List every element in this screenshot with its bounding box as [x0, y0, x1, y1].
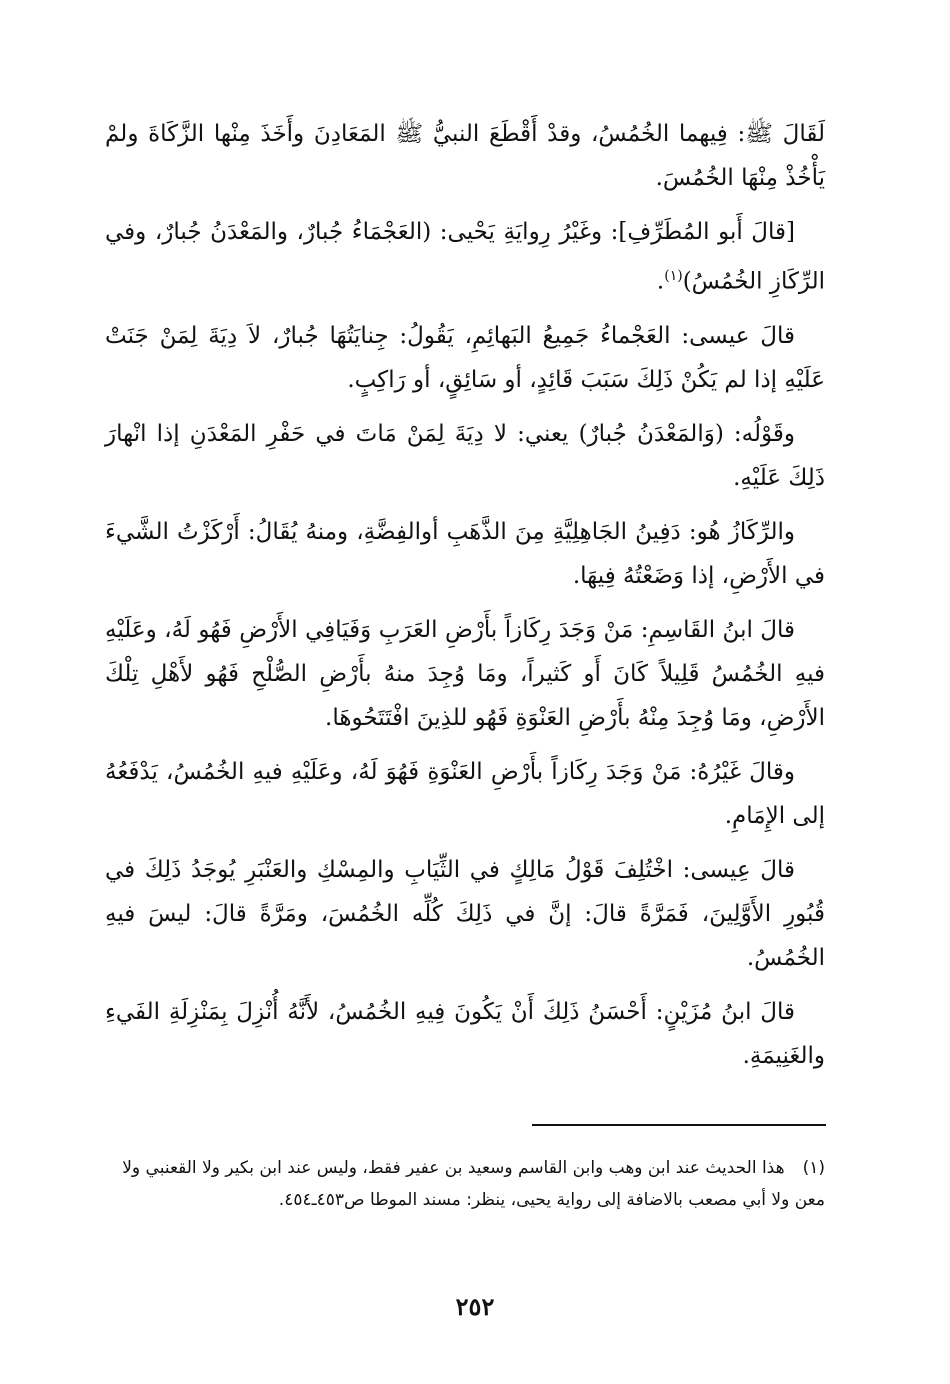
- paragraph-9: قالَ ابنُ مُزَيْنٍ: أَحْسَنُ ذَلِكَ أَنْ يَكُونَ فِيهِ الخُمُسُ، لأَنَّهُ أُنْزِلَ بِمَنْزِلَةِ الفَيءِ والغَنِيمَةِ.: [105, 998, 825, 1069]
- footnotes: [105, 1152, 825, 1216]
- page-number: ٢٥٢: [455, 1292, 495, 1321]
- paragraph-3: قالَ عيسى: العَجْماءُ جَمِيعُ البَهائِمِ، يَقُولُ: جِنايَتُهَا جُبارٌ، لاَ دِيَةَ لِمَنْ جَنَتْ عَلَيْهِ إذا لم يَكُنْ ذَلِكَ سَبَبَ قَائِدٍ، أو سَائِقٍ، أو رَاكِبٍ.: [105, 322, 825, 393]
- paragraph-8: قالَ عِيسى: اخْتُلِفَ قَوْلُ مَالِكٍ في الثِّيَابِ والمِسْكِ والعَنْبَرِ يُوجَدُ ذَلِكَ في قُبُورِ الأَوَّلِينَ، فَمَرَّةً قالَ: إنَّ في ذَلِكَ كُلِّه الخُمُسَ، ومَرَّةً قالَ: ليسَ فيهِ الخُمُسُ.: [105, 856, 825, 971]
- paragraph-1: لَقَالَ ﷺ: فِيهما الخُمُسُ، وقدْ أَقْطَعَ النبيُّ ﷺ المَعَادِنَ وأَخَذَ مِنْها الزَّكَاةَ ولمْ يَأْخُذْ مِنْهَا الخُمُسَ.: [105, 121, 825, 191]
- footnote-text: هذا الحديث عند ابن وهب وابن القاسم وسعيد بن عفير فقط، وليس عند ابن بكير ولا القعنبي ولا معن ولا أبي مصعب بالاضافة إلى رواية يحيى، ينظر: مسند الموطا ص٤٥٣ـ٤٥٤.: [122, 1158, 825, 1210]
- paragraph-5: والرِّكَازُ هُو: دَفِينُ الجَاهِلِيَّةِ مِنَ الذَّهَبِ أوالفِضَّةِ، ومنهُ يُقَالُ: أَرْكَزْتُ الشَّيءَ في الأَرْضِ، إذا وَضَعْتُهُ فِيهَا.: [105, 518, 825, 589]
- paragraph-4: وقَوْلُه: (وَالمَعْدَنُ جُبارٌ) يعني: لا دِيَةَ لِمَنْ مَاتَ في حَفْرِ المَعْدَنِ إذا انْهارَ ذَلِكَ عَلَيْهِ.: [105, 420, 825, 491]
- paragraph-2: [105, 210, 825, 304]
- footnote-mark: (١): [802, 1158, 825, 1178]
- paragraph-7: وقالَ غَيْرُهُ: مَنْ وَجَدَ رِكَازاً بأَرْضِ العَنْوَةِ فَهُوَ لَهُ، وعَلَيْهِ فيهِ الخُمُسُ، يَدْفَعُهُ إلى الإِمَامِ.: [105, 758, 825, 829]
- footnote-reference[interactable]: (١): [664, 268, 683, 284]
- paragraph-6: قالَ ابنُ القَاسِمِ: مَنْ وَجَدَ رِكَازاً بأَرْضِ العَرَبِ وَفَيَافِي الأَرْضِ فَهُو لَهُ، وعَلَيْهِ فيهِ الخُمُسُ قَلِيلاً كَانَ أَو كَثيراً، ومَا وُجِدَ منهُ بأَرْضِ الصُّلْحِ فَهُو لأَهْلِ تِلْكَ الأَرْضِ، ومَا وُجِدَ مِنْهُ بأَرْضِ العَنْوَةِ فَهُو للذِينَ افْتَتَحُوهَا.: [105, 616, 825, 731]
- paragraph-2-tail: .: [656, 268, 665, 295]
- paragraph-2-text: [قالَ أَبو المُطَرِّفِ]: وغَيْرُ رِوايَةِ يَحْيى: (العَجْمَاءُ جُبارٌ، والمَعْدَنُ جُبارٌ، وفي الرِّكَازِ الخُمُسُ): [105, 219, 825, 295]
- footnote-divider: [532, 1124, 826, 1126]
- page-body: [105, 112, 825, 1088]
